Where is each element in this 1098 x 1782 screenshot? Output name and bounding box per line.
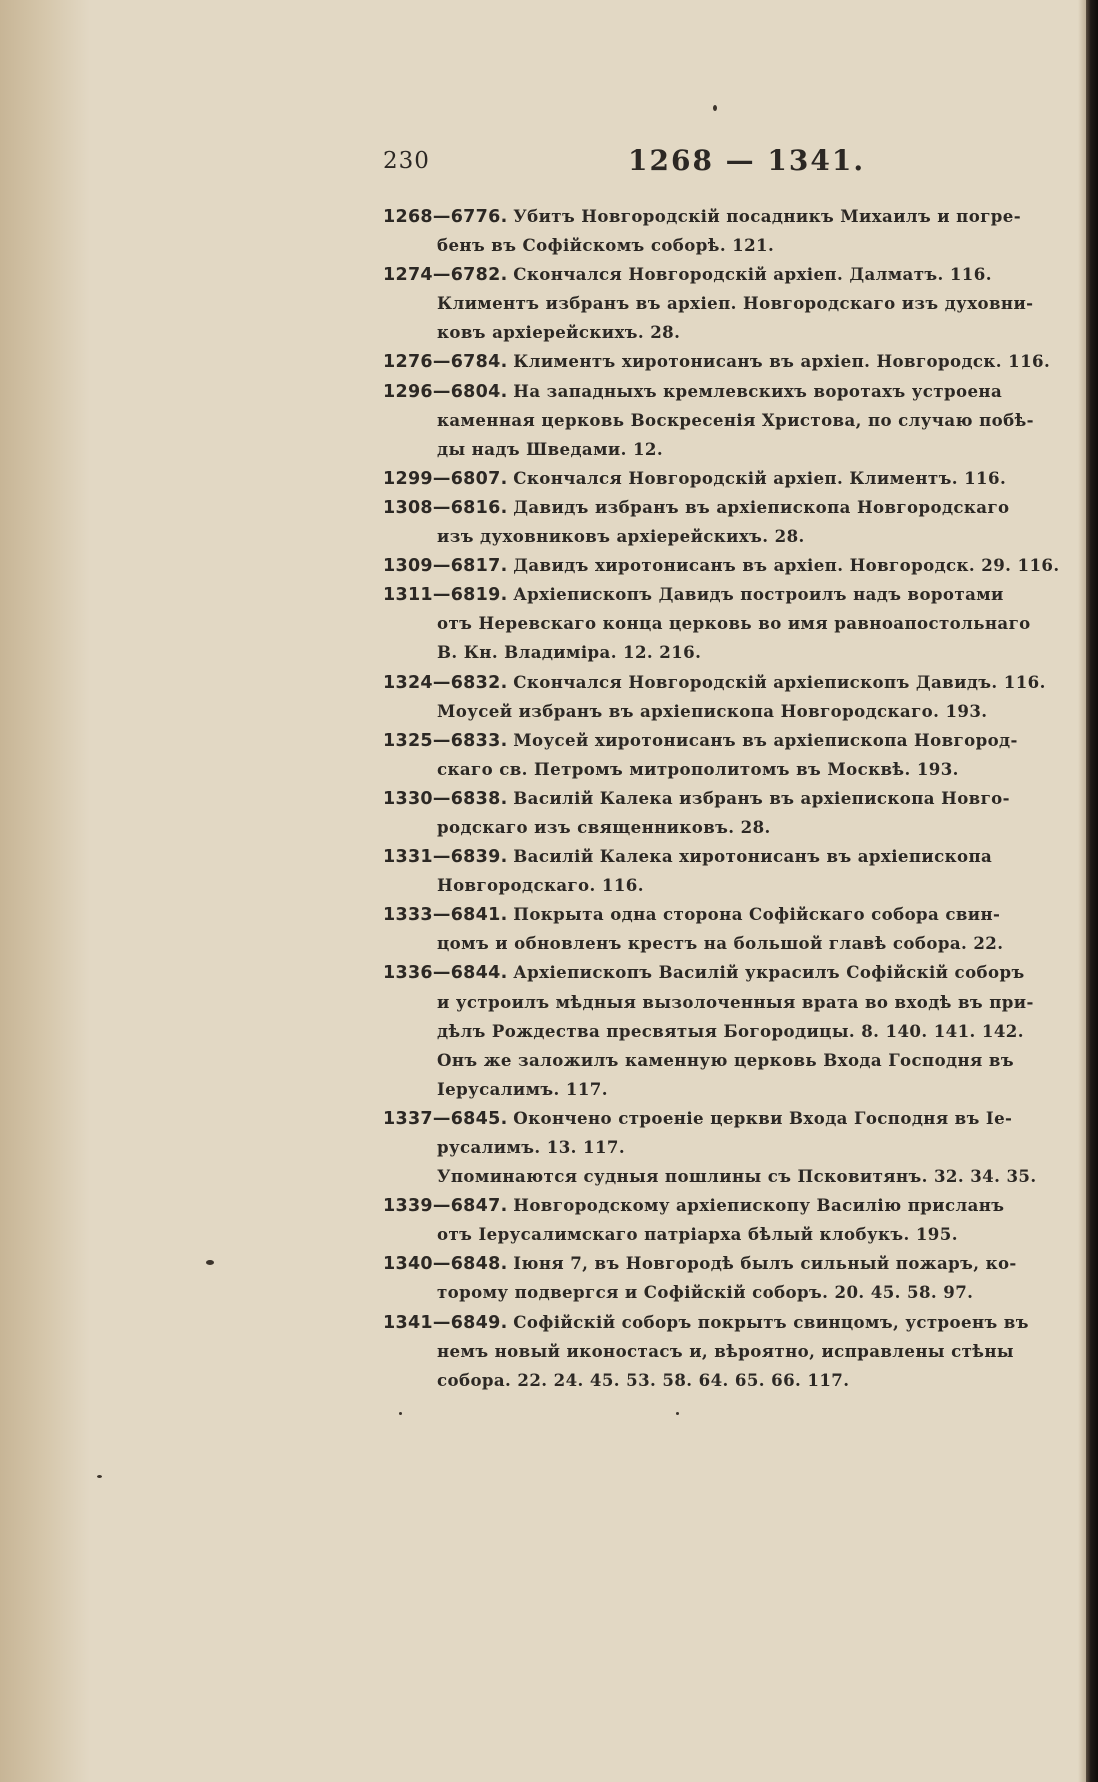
entry-continuation-line [383, 406, 1083, 435]
chronology-entry [383, 668, 1083, 726]
entry-text: каменная церковь Воскресенія Христова, по случаю побѣ- [437, 409, 1034, 430]
entry-text: Іюня 7, въ Новгородѣ былъ сильный пожаръ, ко- [513, 1253, 1017, 1274]
entry-text: Скончался Новгородскій архіеп. Далматъ. 116. [513, 264, 992, 285]
entry-year: 1274—6782. [383, 265, 508, 286]
chronology-entry [383, 726, 1083, 784]
entry-first-line [383, 551, 1083, 580]
entry-first-line [383, 1308, 1083, 1337]
entry-first-line [383, 377, 1083, 406]
entry-text: Архіепископъ Василій украсилъ Софійскій соборъ [513, 962, 1025, 983]
entry-first-line [383, 260, 1083, 289]
entry-text: дѣлъ Рождества пресвятыя Богородицы. 8. 140. 141. 142. [437, 1020, 1024, 1041]
entry-year: 1341—6849. [383, 1312, 508, 1333]
scan-speck [676, 1412, 679, 1415]
entry-text: изъ духовниковъ архіерейскихъ. 28. [437, 526, 805, 547]
entry-first-line [383, 1104, 1083, 1133]
entry-text: собора. 22. 24. 45. 53. 58. 64. 65. 66. 117. [437, 1369, 850, 1390]
running-head: 1268 — 1341. [628, 144, 866, 177]
entry-text: бенъ въ Софійскомъ соборѣ. 121. [437, 235, 775, 256]
entry-text: ковъ архіерейскихъ. 28. [437, 322, 681, 343]
entry-text: На западныхъ кремлевскихъ воротахъ устроена [513, 380, 1003, 401]
entry-first-line [383, 1191, 1083, 1220]
entry-first-line [383, 842, 1083, 871]
entry-continuation-line [383, 522, 1083, 551]
entry-year: 1308—6816. [383, 497, 508, 518]
entry-year: 1340—6848. [383, 1254, 508, 1275]
entry-continuation-line [383, 289, 1083, 318]
entry-year: 1311—6819. [383, 585, 508, 606]
scan-speck [97, 1475, 102, 1478]
entry-text: скаго св. Петромъ митрополитомъ въ Москвѣ. 193. [437, 758, 959, 779]
entry-text: торому подвергся и Софійскій соборъ. 20. 45. 58. 97. [437, 1282, 974, 1303]
entry-year: 1268—6776. [383, 207, 508, 227]
entry-first-line [383, 1249, 1083, 1278]
entry-text: В. Кн. Владиміра. 12. 216. [437, 642, 702, 663]
entry-text: Новгородскаго. 116. [437, 875, 644, 896]
entry-first-line [383, 202, 1083, 231]
entry-text: Моусей хиротонисанъ въ архіепископа Новгород- [513, 729, 1018, 750]
entry-text: отъ Неревскаго конца церковь во имя равноапостольнаго [437, 613, 1031, 634]
entry-continuation-line [383, 1017, 1083, 1046]
entry-text: немъ новый иконостасъ и, вѣроятно, исправлены стѣны [437, 1340, 1014, 1361]
entry-continuation-line [383, 1162, 1083, 1191]
entry-first-line [383, 347, 1083, 376]
entry-continuation-line [383, 1046, 1083, 1075]
entry-text: Давидъ хиротонисанъ въ архіеп. Новгородск. 29. 116. [513, 555, 1060, 576]
entry-continuation-line [383, 988, 1083, 1017]
chronology-entry [383, 784, 1083, 842]
entry-text: Новгородскому архіепископу Василію присланъ [513, 1195, 1005, 1216]
entry-text: Климентъ избранъ въ архіеп. Новгородскаго изъ духовни- [437, 293, 1034, 314]
entry-continuation-line [383, 1366, 1083, 1395]
entry-text: Онъ же заложилъ каменную церковь Входа Господня въ [437, 1049, 1014, 1070]
chronology-entry [383, 1104, 1083, 1191]
entry-year: 1331—6839. [383, 847, 508, 868]
entry-first-line [383, 726, 1083, 755]
chronology-entry [383, 377, 1083, 464]
chronology-entry [383, 842, 1083, 900]
entry-text: Давидъ избранъ въ архіепископа Новгородскаго [513, 496, 1010, 517]
entry-year: 1339—6847. [383, 1196, 508, 1217]
entry-first-line [383, 668, 1083, 697]
chronology-entry [383, 260, 1083, 347]
entry-text: цомъ и обновленъ крестъ на большой главѣ собора. 22. [437, 933, 1004, 954]
chronology-entry [383, 958, 1083, 1103]
entry-continuation-line [383, 1278, 1083, 1307]
entry-year: 1330—6838. [383, 788, 508, 809]
entry-text: Моусей избранъ въ архіепископа Новгородскаго. 193. [437, 700, 988, 721]
entry-text: Окончено строеніе церкви Входа Господня въ Іе- [513, 1107, 1013, 1128]
entry-text: русалимъ. 13. 117. [437, 1137, 626, 1157]
chronology-entry [383, 1249, 1083, 1307]
entry-year: 1337—6845. [383, 1108, 508, 1129]
entry-continuation-line [383, 1075, 1083, 1104]
scan-speck [713, 105, 717, 111]
entry-first-line [383, 958, 1083, 987]
chronology-entry [383, 580, 1083, 667]
chronology-entry [383, 464, 1083, 493]
entry-first-line [383, 900, 1083, 929]
entry-continuation-line [383, 318, 1083, 347]
entry-first-line [383, 784, 1083, 813]
entry-text: Архіепископъ Давидъ построилъ надъ воротами [513, 584, 1004, 605]
entry-text: Скончался Новгородскій архіеп. Климентъ. 116. [513, 467, 1007, 488]
chronology-entry [383, 1191, 1083, 1249]
entry-text: Упоминаются судныя пошлины съ Псковитянъ. 32. 34. 35. [437, 1166, 1037, 1187]
entry-year: 1324—6832. [383, 672, 508, 693]
entry-continuation-line [383, 1337, 1083, 1366]
entry-year: 1336—6844. [383, 963, 508, 984]
scan-speck [206, 1260, 214, 1265]
page-header [383, 144, 1083, 184]
page-gutter-shadow [0, 0, 90, 1782]
entry-text: Климентъ хиротонисанъ въ архіеп. Новгородск. 116. [513, 351, 1051, 372]
entry-continuation-line [383, 929, 1083, 958]
entry-text: родскаго изъ священниковъ. 28. [437, 816, 771, 837]
entry-text: Убитъ Новгородскій посадникъ Михаилъ и погре- [513, 206, 1022, 226]
entry-continuation-line [383, 1220, 1083, 1249]
entry-first-line [383, 580, 1083, 609]
chronology-entry [383, 493, 1083, 551]
entry-year: 1276—6784. [383, 352, 508, 373]
entry-text: Покрыта одна сторона Софійскаго собора свин- [513, 904, 1001, 925]
entry-continuation-line [383, 813, 1083, 842]
entry-continuation-line [383, 231, 1083, 260]
entry-year: 1309—6817. [383, 556, 508, 577]
entry-continuation-line [383, 435, 1083, 464]
entry-continuation-line [383, 871, 1083, 900]
entry-year: 1325—6833. [383, 730, 508, 751]
chronology-entry [383, 347, 1083, 376]
scan-speck [399, 1412, 402, 1415]
entry-text: отъ Іерусалимскаго патріарха бѣлый клобукъ. 195. [437, 1224, 958, 1245]
entry-text: Василій Калека хиротонисанъ въ архіепископа [513, 846, 993, 867]
entry-continuation-line [383, 638, 1083, 667]
entry-first-line [383, 464, 1083, 493]
chronology-entry [383, 900, 1083, 958]
entry-continuation-line [383, 1133, 1083, 1162]
entry-continuation-line [383, 697, 1083, 726]
entry-text: Іерусалимъ. 117. [437, 1078, 608, 1099]
chronology-entry [383, 551, 1083, 580]
entry-continuation-line [383, 609, 1083, 638]
entry-text: Василій Калека избранъ въ архіепископа Новго- [513, 787, 1010, 808]
entry-text: и устроилъ мѣдныя вызолоченныя врата во входѣ въ при- [437, 991, 1034, 1012]
entry-year: 1296—6804. [383, 381, 508, 402]
chronology-entry [383, 1308, 1083, 1395]
entry-first-line [383, 493, 1083, 522]
entry-continuation-line [383, 755, 1083, 784]
entry-text: ды надъ Шведами. 12. [437, 438, 664, 459]
chronology-entry [383, 202, 1083, 260]
entry-year: 1299—6807. [383, 468, 508, 489]
chronology-entries [383, 202, 1083, 1395]
entry-text: Софійскій соборъ покрытъ свинцомъ, устроенъ въ [513, 1311, 1029, 1332]
page-edge [1086, 0, 1098, 1782]
page-number: 230 [383, 148, 430, 174]
entry-year: 1333—6841. [383, 905, 508, 926]
entry-text: Скончался Новгородскій архіепископъ Давидъ. 116. [513, 671, 1046, 692]
